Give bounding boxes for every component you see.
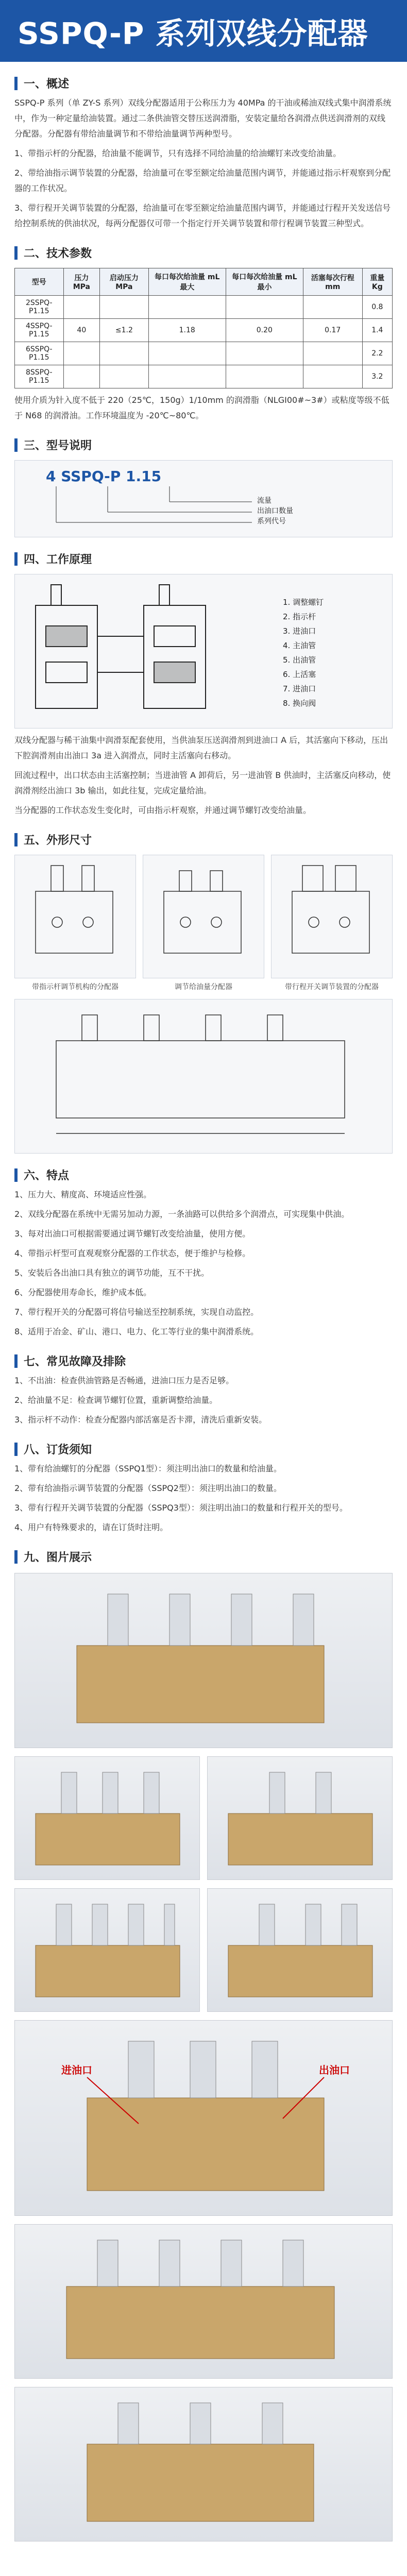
spec-cell	[303, 342, 362, 365]
outlet-label: 出油口	[319, 2064, 350, 2076]
product-photo-6	[14, 2224, 393, 2379]
spec-cell	[226, 342, 303, 365]
model-heading: 三、型号说明	[14, 437, 393, 453]
spec-note: 使用介质为针入度不低于 220（25℃，150g）1/10mm 的润滑脂（NLGI00#~3#）或粘度等级不低于 N68 的润滑油。工作环境温度为 -20℃~80℃。	[14, 395, 389, 420]
ordering-item: 4、用户有特殊要求的，请在订货时注明。	[14, 1522, 168, 1532]
spec-cell: 3.2	[362, 365, 392, 388]
model-legend-item: 出油口数量	[257, 507, 293, 515]
dimension-caption: 调节给油量分配器	[175, 983, 232, 991]
model-diagram	[14, 460, 393, 537]
overview-text-1: 1、带指示杆的分配器，给油量不能调节，只有选择不同给油量的给油螺钉来改变给油量。	[14, 148, 342, 158]
gallery-section	[0, 1549, 407, 2541]
product-photo-row-2	[14, 1880, 393, 2012]
principle-text-0: 双线分配器与稀干油集中润滑泵配套使用，当供油泵压送润滑剂到进油口 A 后，其活塞向下移动，压出下腔润滑剂由出油口 3a 进入润滑点，同时主活塞向右移动。	[14, 735, 388, 760]
feature-item: 7、带行程开关的分配器可将信号输送至控制系统，实现自动监控。	[14, 1307, 259, 1317]
spec-table	[14, 268, 393, 388]
spec-cell	[63, 365, 99, 388]
dimension-drawing-1	[14, 855, 136, 992]
product-photo-2	[14, 1756, 200, 1880]
principle-legend-item: 1. 调整螺钉	[283, 598, 324, 607]
spec-cell	[148, 342, 226, 365]
spec-cell	[148, 365, 226, 388]
spec-col: 型号	[15, 268, 64, 296]
svg-text:4 SSPQ-P 1.15: 4 SSPQ-P 1.15	[46, 468, 162, 485]
features-section	[0, 1167, 407, 1340]
overview-text-0: SSPQ-P 系列（单 ZY-S 系列）双线分配器适用于公称压力为 40MPa 的干油或稀油双线式集中润滑系统中，作为一种定量给油装置。通过二条供油管交替压送润滑脂，安装定量给各润滑点供送润滑剂的双线分配器。分配器有带给油量调节和不带给油量调节两种型号。	[14, 98, 392, 139]
troubleshoot-item: 2、给油量不足：检查调节螺钉位置，重新调整给油量。	[14, 1395, 218, 1405]
principle-figure	[14, 574, 393, 728]
principle-legend-item: 5. 出油管	[283, 655, 316, 665]
product-photo-5	[207, 1888, 393, 2012]
dimension-caption: 带行程开关调节装置的分配器	[285, 983, 379, 991]
feature-item: 8、适用于冶金、矿山、港口、电力、化工等行业的集中润滑系统。	[14, 1327, 259, 1336]
product-photo-row-1	[14, 1748, 393, 1880]
inlet-label: 进油口	[61, 2064, 92, 2076]
ordering-item: 1、带有给油螺钉的分配器（SSPQ1型）：须注明出油口的数量和给油量。	[14, 1464, 282, 1473]
principle-legend-item: 2. 指示杆	[283, 612, 316, 621]
title-banner	[0, 0, 407, 62]
product-photo-1	[14, 1573, 393, 1748]
feature-item: 5、安装后各出油口具有独立的调节功能，互不干扰。	[14, 1268, 210, 1278]
troubleshoot-heading: 七、常见故障及排除	[14, 1353, 393, 1369]
spec-col: 活塞每次行程 mm	[303, 268, 362, 296]
spec-cell	[148, 296, 226, 319]
spec-col: 启动压力 MPa	[100, 268, 149, 296]
troubleshoot-section	[0, 1353, 407, 1428]
spec-table-row	[15, 365, 393, 388]
feature-item: 4、带指示杆型可直观观察分配器的工作状态，便于维护与检修。	[14, 1248, 251, 1258]
ordering-heading: 八、订货须知	[14, 1441, 393, 1457]
spec-cell	[303, 365, 362, 388]
dimension-drawing-large	[14, 999, 393, 1154]
principle-legend-item: 6. 上活塞	[283, 670, 316, 679]
troubleshoot-item: 1、不出油：检查供油管路是否畅通，进油口压力是否足够。	[14, 1376, 234, 1385]
product-photo-3	[207, 1756, 393, 1880]
spec-table-row	[15, 296, 393, 319]
spec-col: 每口每次给油量 mL 最小	[226, 268, 303, 296]
spec-table-row	[15, 319, 393, 342]
model-legend-item: 系列代号	[257, 517, 286, 526]
spec-cell	[226, 296, 303, 319]
specs-heading: 二、技术参数	[14, 245, 393, 261]
dimension-drawing-3	[271, 855, 393, 992]
spec-cell: 0.20	[226, 319, 303, 342]
spec-cell: 8SSPQ-P1.15	[15, 365, 64, 388]
model-legend-item: 流量	[257, 497, 272, 505]
spec-table-row	[15, 342, 393, 365]
spec-col: 压力 MPa	[63, 268, 99, 296]
dimension-section	[0, 832, 407, 1154]
troubleshoot-item: 3、指示杆不动作：检查分配器内部活塞是否卡滞，清洗后重新安装。	[14, 1415, 267, 1425]
model-code-diagram	[15, 461, 392, 537]
gallery-heading: 九、图片展示	[14, 1549, 393, 1565]
ordering-item: 3、带有行程开关调节装置的分配器（SSPQ3型）：须注明出油口的数量和行程开关的型号。	[14, 1503, 348, 1513]
product-photo-annotated	[14, 2020, 393, 2216]
dimension-drawing-2	[143, 855, 264, 992]
spec-cell	[226, 365, 303, 388]
spec-table-header	[15, 268, 393, 296]
spec-cell: 1.4	[362, 319, 392, 342]
specs-section	[0, 245, 407, 423]
feature-item: 6、分配器使用寿命长，维护成本低。	[14, 1287, 152, 1297]
model-section	[0, 437, 407, 537]
principle-legend-item: 3. 进油口	[283, 626, 316, 636]
dimension-caption: 带指示杆调节机构的分配器	[32, 983, 118, 991]
spec-cell: 4SSPQ-P1.15	[15, 319, 64, 342]
spec-cell	[303, 296, 362, 319]
spec-cell	[100, 342, 149, 365]
principle-section	[0, 551, 407, 818]
spec-cell: 0.8	[362, 296, 392, 319]
principle-text-1: 回流过程中，出口状态由主活塞控制；当进油管 A 卸荷后，另一进油管 B 供油时，主活塞反向移动，使润滑剂经出油口 3b 输出，如此往复，完成定量给油。	[14, 770, 391, 795]
spec-cell	[100, 365, 149, 388]
product-photo-4	[14, 1888, 200, 2012]
dimension-drawings	[14, 855, 393, 992]
overview-heading: 一、概述	[14, 75, 393, 91]
spec-cell	[63, 296, 99, 319]
principle-heading: 四、工作原理	[14, 551, 393, 567]
principle-legend-item: 4. 主油管	[283, 641, 316, 650]
product-photo-7	[14, 2387, 393, 2541]
principle-legend-item: 7. 进油口	[283, 684, 316, 693]
spec-col: 每口每次给油量 mL 最大	[148, 268, 226, 296]
principle-legend	[283, 595, 324, 710]
principle-diagram	[15, 574, 273, 728]
spec-cell	[63, 342, 99, 365]
page-title: SSPQ-P 系列双线分配器	[18, 16, 368, 51]
model-legend	[257, 496, 293, 527]
dimension-heading: 五、外形尺寸	[14, 832, 393, 848]
feature-item: 2、双线分配器在系统中无需另加动力源，一条油路可以供给多个润滑点，可实现集中供油。	[14, 1209, 350, 1219]
spec-col: 重量 Kg	[362, 268, 392, 296]
feature-item: 3、每对出油口可根据需要通过调节螺钉改变给油量，使用方便。	[14, 1229, 251, 1239]
spec-cell: 2.2	[362, 342, 392, 365]
ordering-item: 2、带有给油指示调节装置的分配器（SSPQ2型）：须注明出油口的数量。	[14, 1483, 282, 1493]
principle-text-2: 当分配器的工作状态发生变化时，可由指示杆观察，并通过调节螺钉改变给油量。	[14, 805, 312, 815]
principle-legend-item: 8. 换向阀	[283, 699, 316, 708]
feature-item: 1、压力大、精度高、环境适应性强。	[14, 1190, 152, 1199]
overview-text-2: 2、带给油指示调节装置的分配器，给油量可在零至额定给油量范围内调节，并能通过指示杆观察到分配器的工作状况。	[14, 168, 391, 193]
overview-text-3: 3、带行程开关调节装置的分配器，给油量可在零至额定给油量范围内调节，并能通过行程开关发送信号给控制系统的供油状况，每两分配器仅可带一个指定行开关调节装置和带行程调节装置三种型式。	[14, 203, 391, 228]
overview-section	[0, 75, 407, 231]
spec-cell: 6SSPQ-P1.15	[15, 342, 64, 365]
spec-cell: 40	[63, 319, 99, 342]
spec-cell: ≤1.2	[100, 319, 149, 342]
ordering-section	[0, 1441, 407, 1535]
spec-cell: 1.18	[148, 319, 226, 342]
spec-cell: 2SSPQ-P1.15	[15, 296, 64, 319]
spec-cell: 0.17	[303, 319, 362, 342]
spec-cell	[100, 296, 149, 319]
features-heading: 六、特点	[14, 1167, 393, 1183]
